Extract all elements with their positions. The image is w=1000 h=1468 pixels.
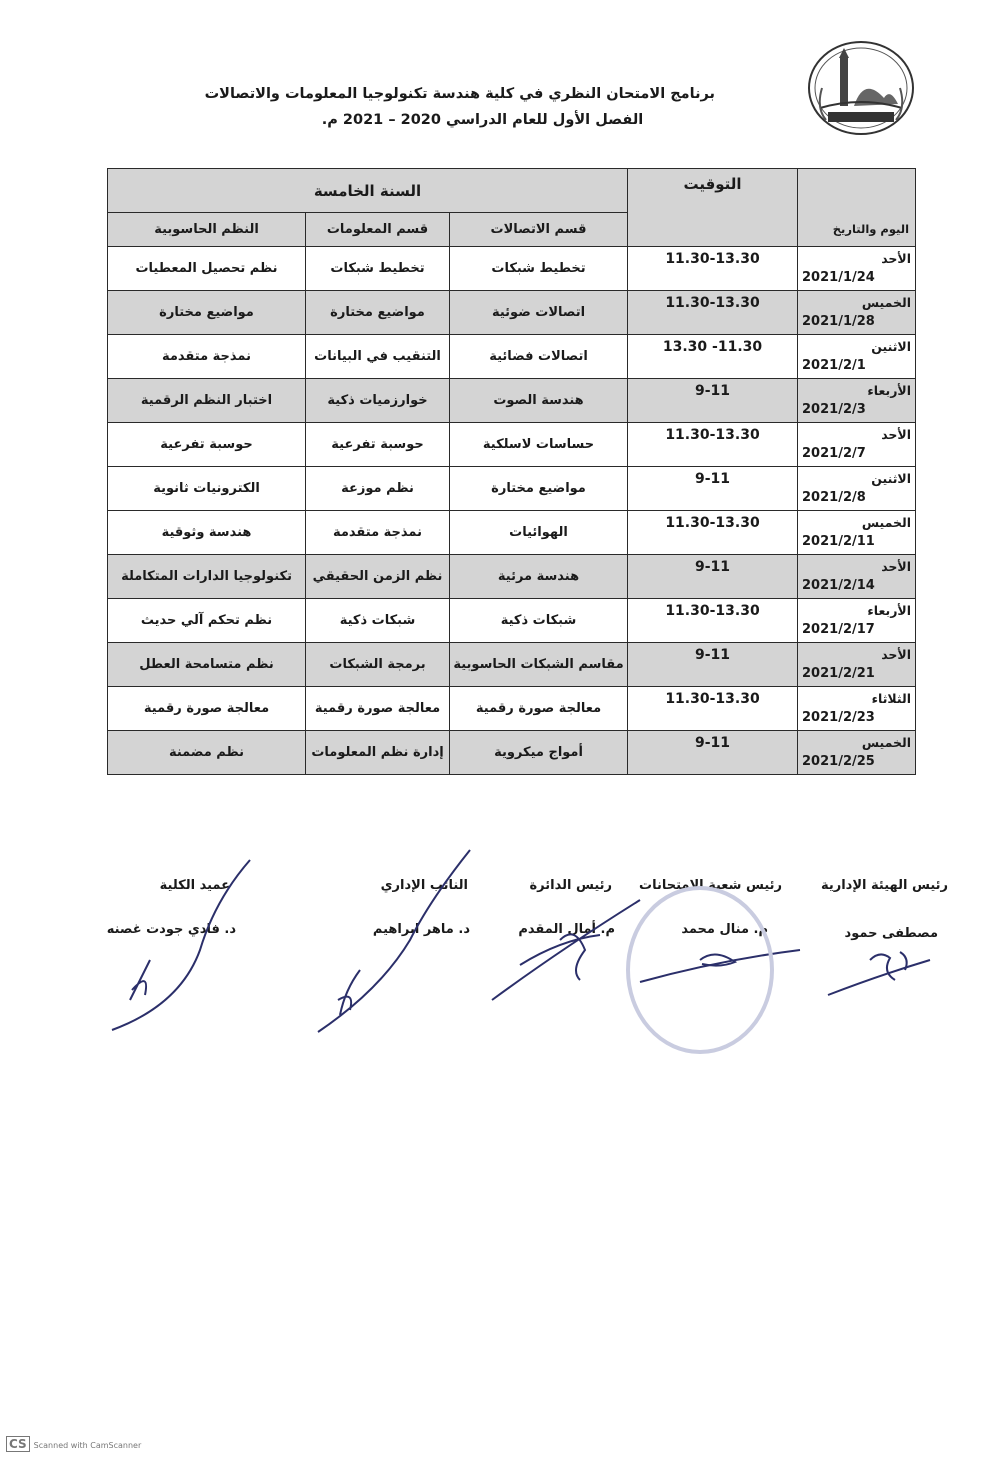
table-row bbox=[108, 335, 916, 379]
table-row bbox=[108, 291, 916, 335]
subject-info: خوارزميات ذكية bbox=[306, 379, 450, 423]
subject-info: نظم الزمن الحقيقي bbox=[306, 555, 450, 599]
day-name: الأحد bbox=[881, 559, 912, 574]
time-cell: 11.30-13.30 bbox=[628, 423, 798, 467]
subject-telecom: حساسات لاسلكية bbox=[450, 423, 628, 467]
time-cell: 11.30-13.30 bbox=[628, 247, 798, 291]
date-cell bbox=[798, 467, 916, 511]
subject-info: إدارة نظم المعلومات bbox=[306, 731, 450, 775]
table-row bbox=[108, 687, 916, 731]
subject-telecom: مواضيع مختارة bbox=[450, 467, 628, 511]
time-cell: 11.30-13.30 bbox=[628, 511, 798, 555]
time-cell: 11.30-13.30 bbox=[628, 599, 798, 643]
date-cell bbox=[798, 731, 916, 775]
table-row bbox=[108, 423, 916, 467]
document-title: برنامج الامتحان النظري في كلية هندسة تكنولوجيا المعلومات والاتصالات bbox=[204, 86, 715, 102]
date-cell bbox=[798, 379, 916, 423]
day-name: الخميس bbox=[861, 295, 912, 310]
time-cell: 9-11 bbox=[628, 379, 798, 423]
date-cell bbox=[798, 511, 916, 555]
time-cell: 11.30-13.30 bbox=[628, 687, 798, 731]
date-cell bbox=[798, 423, 916, 467]
subject-info: شبكات ذكية bbox=[306, 599, 450, 643]
handwritten-signatures bbox=[0, 840, 1000, 1070]
date-cell bbox=[798, 599, 916, 643]
sig-role-admin-head: رئيس الهيئة الإدارية bbox=[820, 878, 948, 893]
day-name: الأحد bbox=[881, 647, 912, 662]
time-cell: 9-11 bbox=[628, 467, 798, 511]
subject-computer: اختبار النظم الرقمية bbox=[108, 379, 306, 423]
time-cell: 9-11 bbox=[628, 555, 798, 599]
date-cell bbox=[798, 291, 916, 335]
subject-info: التنقيب في البيانات bbox=[306, 335, 450, 379]
subject-info: حوسبة تفرعية bbox=[306, 423, 450, 467]
subject-telecom: تخطيط شبكات bbox=[450, 247, 628, 291]
sig-role-dean: عميد الكلية bbox=[159, 878, 230, 893]
header-time: التوقيت bbox=[628, 169, 798, 247]
table-row bbox=[108, 731, 916, 775]
day-name: الأحد bbox=[881, 251, 912, 266]
exam-schedule-table bbox=[107, 168, 916, 775]
day-name: الثلاثاء bbox=[871, 691, 912, 706]
sig-name-admin-deputy: د. ماهر ابراهيم bbox=[372, 922, 470, 937]
subject-info: برمجة الشبكات bbox=[306, 643, 450, 687]
day-name: الاثنين bbox=[871, 339, 912, 354]
sig-role-dept-head: رئيس الدائرة bbox=[529, 878, 612, 893]
day-name: الخميس bbox=[861, 735, 912, 750]
date-value: 2021/2/7 bbox=[802, 446, 866, 461]
day-name: الخميس bbox=[861, 515, 912, 530]
date-cell bbox=[798, 687, 916, 731]
day-name: الأربعاء bbox=[867, 383, 912, 398]
table-row bbox=[108, 467, 916, 511]
subject-telecom: أمواج ميكروية bbox=[450, 731, 628, 775]
sig-role-exams-head: رئيس شعبة الامتحانات bbox=[639, 878, 782, 893]
subject-telecom: اتصالات فضائية bbox=[450, 335, 628, 379]
table-row bbox=[108, 379, 916, 423]
day-name: الاثنين bbox=[871, 471, 912, 486]
subject-info: معالجة صورة رقمية bbox=[306, 687, 450, 731]
date-value: 2021/2/1 bbox=[802, 358, 866, 373]
subject-computer: تكنولوجيا الدارات المتكاملة bbox=[108, 555, 306, 599]
date-value: 2021/2/21 bbox=[802, 666, 875, 681]
subject-telecom: معالجة صورة رقمية bbox=[450, 687, 628, 731]
day-name: الأربعاء bbox=[867, 603, 912, 618]
subject-computer: نظم مضمنة bbox=[108, 731, 306, 775]
time-cell: 9-11 bbox=[628, 643, 798, 687]
sig-name-dept-head: م. أمال المقدم bbox=[518, 922, 615, 937]
date-value: 2021/2/17 bbox=[802, 622, 875, 637]
document-header bbox=[204, 86, 715, 128]
table-row bbox=[108, 247, 916, 291]
subject-computer: مواضيع مختارة bbox=[108, 291, 306, 335]
date-cell bbox=[798, 643, 916, 687]
date-value: 2021/2/23 bbox=[802, 710, 875, 725]
time-cell: 11.30-13.30 bbox=[628, 291, 798, 335]
header-year: السنة الخامسة bbox=[108, 169, 628, 213]
time-cell: 11.30- 13.30 bbox=[628, 335, 798, 379]
date-cell bbox=[798, 335, 916, 379]
subject-info: نمذجة متقدمة bbox=[306, 511, 450, 555]
header-dept-computer: النظم الحاسوبية bbox=[108, 213, 306, 247]
subject-telecom: هندسة مرئية bbox=[450, 555, 628, 599]
date-value: 2021/2/8 bbox=[802, 490, 866, 505]
sig-name-dean: د. فادي جودت غصنه bbox=[106, 922, 236, 937]
subject-telecom: شبكات ذكية bbox=[450, 599, 628, 643]
table-row bbox=[108, 643, 916, 687]
time-cell: 9-11 bbox=[628, 731, 798, 775]
subject-computer: حوسبة تفرعية bbox=[108, 423, 306, 467]
date-cell bbox=[798, 555, 916, 599]
subject-computer: نظم متسامحة العطل bbox=[108, 643, 306, 687]
date-value: 2021/2/3 bbox=[802, 402, 866, 417]
header-dept-telecom: قسم الاتصالات bbox=[450, 213, 628, 247]
subject-computer: نظم تحصيل المعطيات bbox=[108, 247, 306, 291]
sig-name-exams-head: م. منال محمد bbox=[681, 922, 768, 937]
date-value: 2021/1/24 bbox=[802, 270, 875, 285]
subject-telecom: اتصالات ضوئية bbox=[450, 291, 628, 335]
header-dept-info: قسم المعلومات bbox=[306, 213, 450, 247]
camscanner-icon: CS bbox=[6, 1436, 30, 1452]
date-cell bbox=[798, 247, 916, 291]
subject-telecom: مقاسم الشبكات الحاسوبية bbox=[450, 643, 628, 687]
document-subtitle: الفصل الأول للعام الدراسي 2020 – 2021 م. bbox=[321, 112, 644, 128]
subject-info: تخطيط شبكات bbox=[306, 247, 450, 291]
subject-computer: معالجة صورة رقمية bbox=[108, 687, 306, 731]
header-date: اليوم والتاريخ bbox=[798, 169, 916, 247]
sig-name-admin-head: مصطفى حمود bbox=[844, 926, 938, 941]
subject-computer: الكترونيات ثانوية bbox=[108, 467, 306, 511]
date-value: 2021/1/28 bbox=[802, 314, 875, 329]
subject-computer: نمذجة متقدمة bbox=[108, 335, 306, 379]
table-row bbox=[108, 555, 916, 599]
date-value: 2021/2/25 bbox=[802, 754, 875, 769]
scanner-text: Scanned with CamScanner bbox=[33, 1441, 142, 1450]
subject-telecom: هندسة الصوت bbox=[450, 379, 628, 423]
date-value: 2021/2/14 bbox=[802, 578, 875, 593]
sig-role-admin-deputy: النائب الإداري bbox=[380, 878, 468, 893]
scanner-watermark bbox=[6, 1436, 141, 1452]
subject-computer: نظم تحكم آلي حديث bbox=[108, 599, 306, 643]
subject-telecom: الهوائيات bbox=[450, 511, 628, 555]
day-name: الأحد bbox=[881, 427, 912, 442]
table-row bbox=[108, 511, 916, 555]
university-logo bbox=[806, 38, 916, 138]
date-value: 2021/2/11 bbox=[802, 534, 875, 549]
subject-info: مواضيع مختارة bbox=[306, 291, 450, 335]
subject-info: نظم موزعة bbox=[306, 467, 450, 511]
table-row bbox=[108, 599, 916, 643]
subject-computer: هندسة وثوقية bbox=[108, 511, 306, 555]
